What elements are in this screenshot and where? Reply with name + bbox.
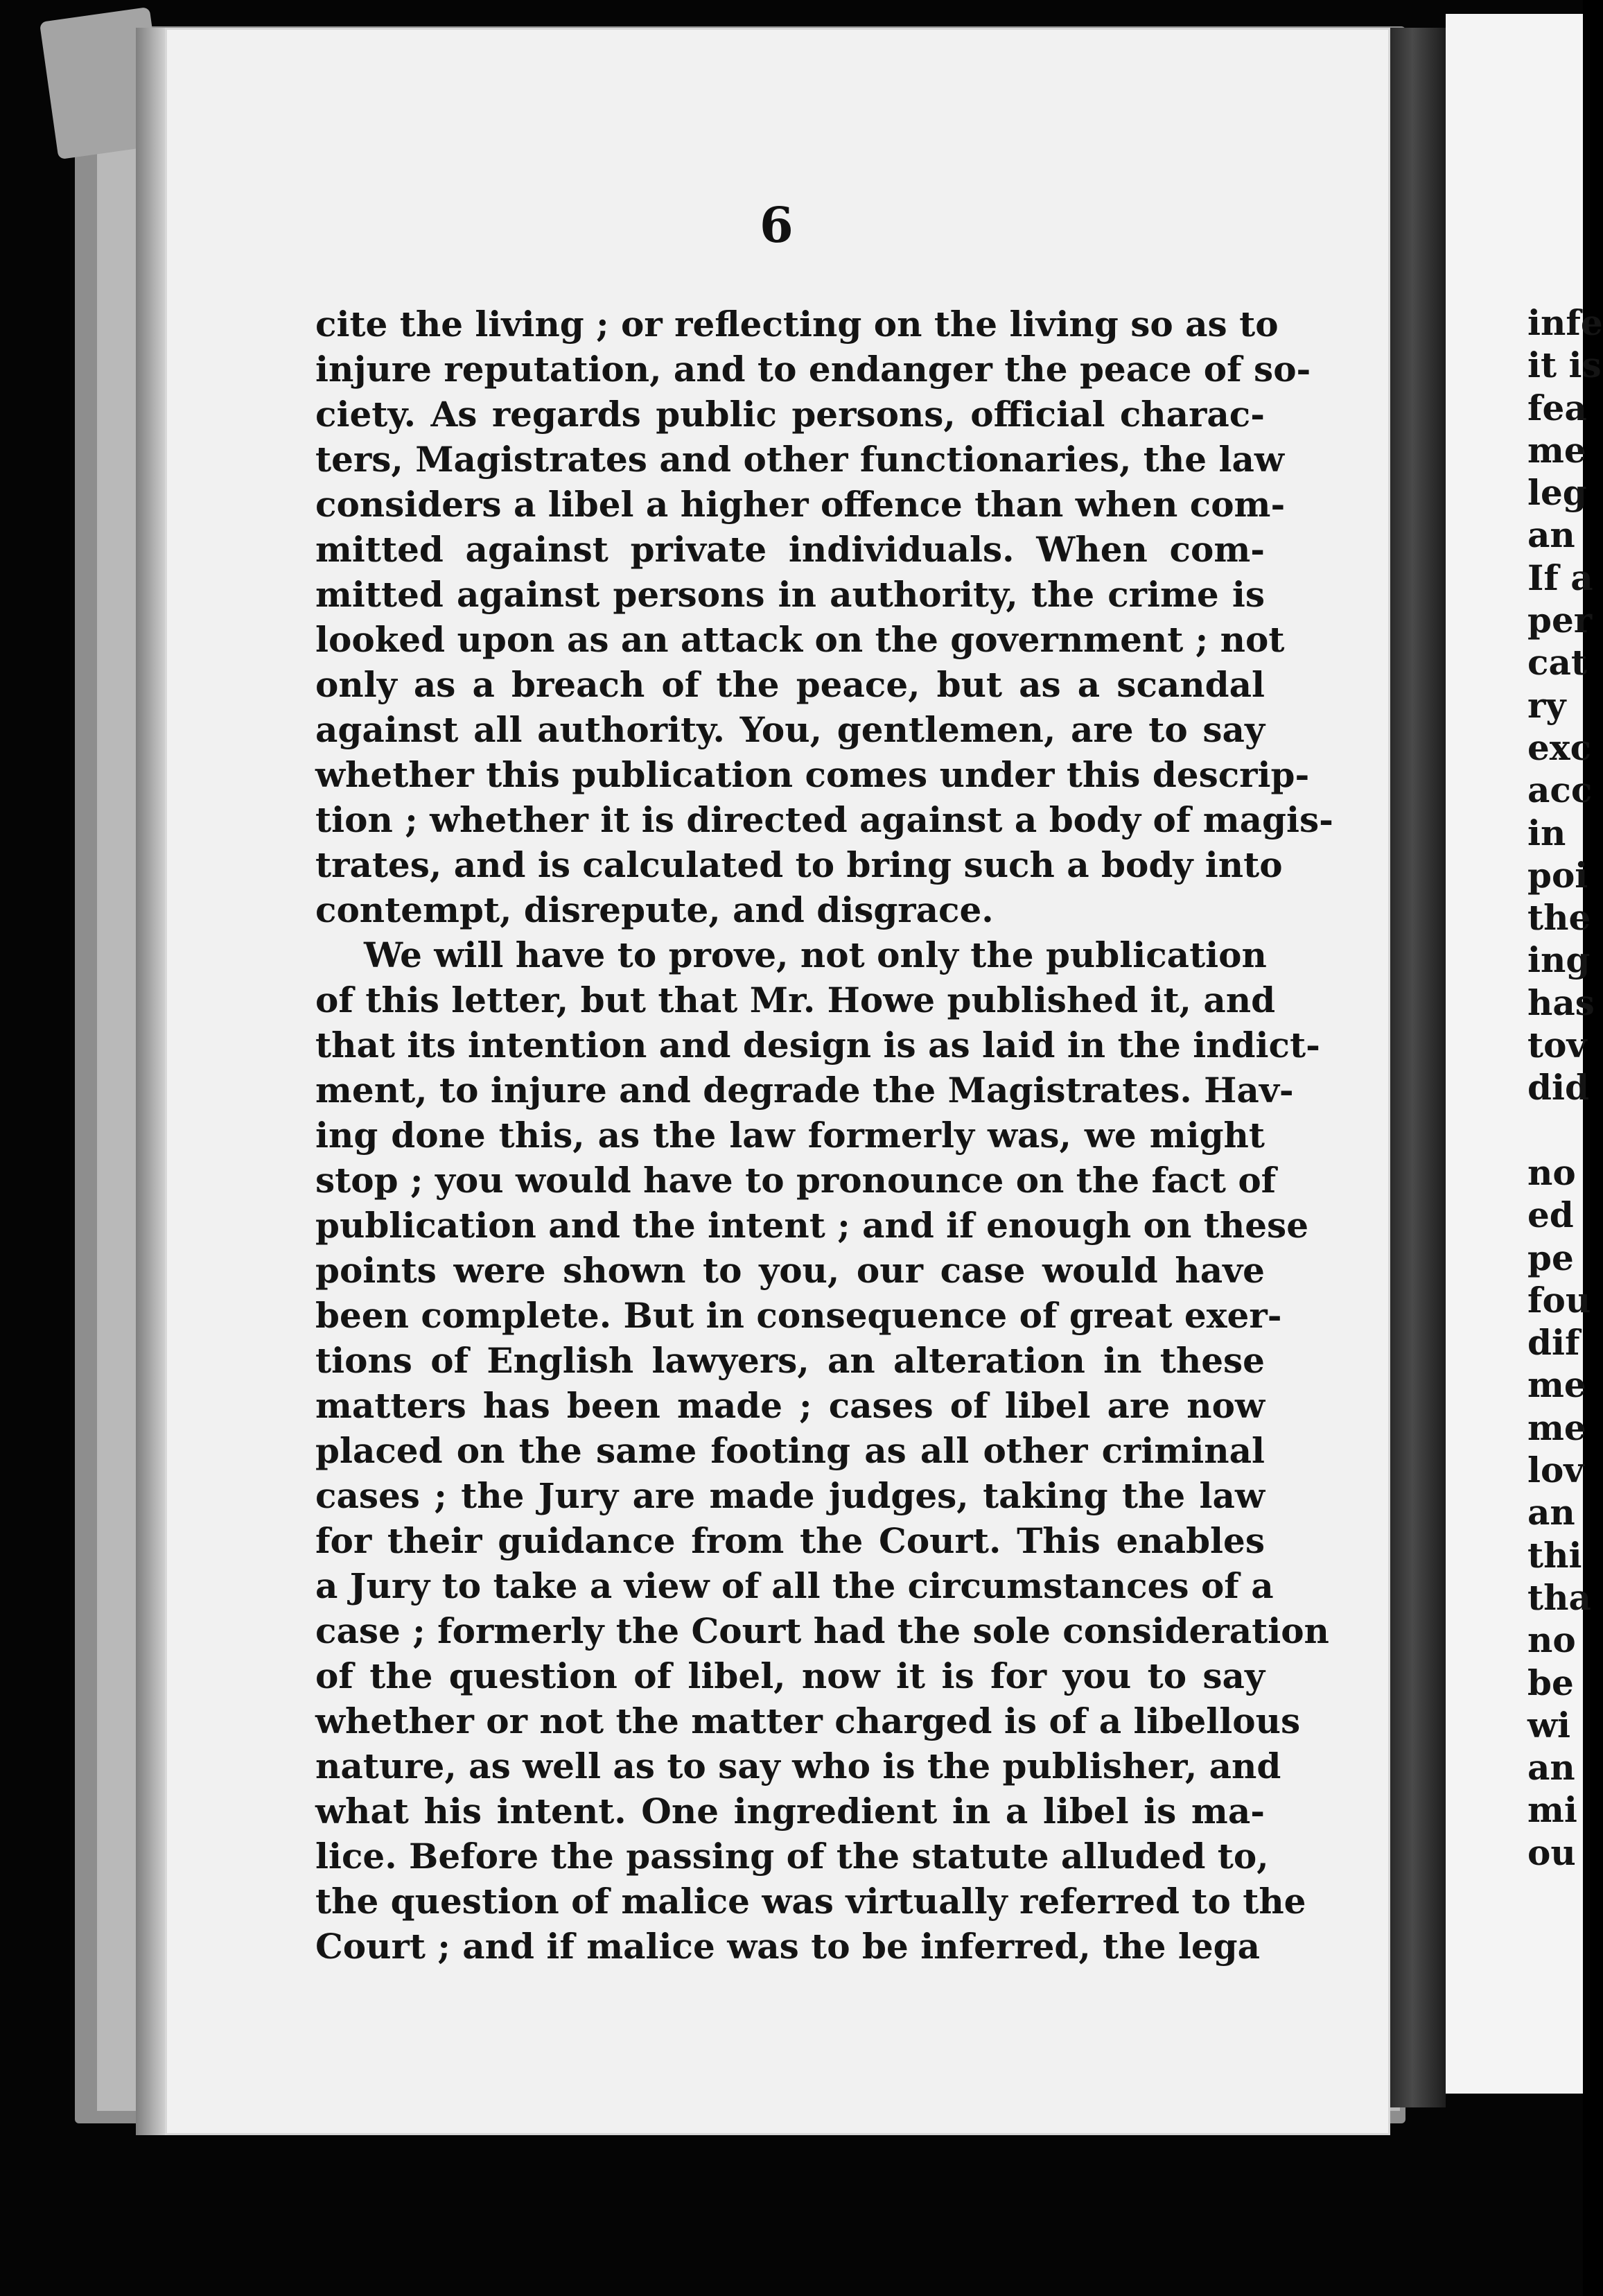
right-page-fragment: thi xyxy=(1527,1534,1582,1576)
right-page-fragment: tov xyxy=(1527,1025,1587,1066)
right-page-fragment: ou xyxy=(1527,1832,1576,1873)
text-line: the question of malice was virtually referred to the xyxy=(315,1881,1306,1922)
text-line: Court ; and if malice was to be inferred, the lega xyxy=(315,1926,1260,1967)
text-line: placed on the same footing as all other criminal xyxy=(315,1430,1265,1471)
text-line: ciety. As regards public persons, official charac- xyxy=(315,394,1265,435)
text-line: been complete. But in consequence of great exer- xyxy=(315,1295,1282,1336)
text-line: ing done this, as the law formerly was, we might xyxy=(315,1115,1265,1156)
right-page-fragment: did xyxy=(1527,1067,1589,1108)
right-page-fragment: If a xyxy=(1527,557,1593,598)
right-page-fragment: me xyxy=(1527,1364,1586,1406)
text-line: only as a breach of the peace, but as a scandal xyxy=(315,664,1265,705)
right-page-fragment: leg xyxy=(1527,472,1587,514)
text-line: trates, and is calculated to bring such a body into xyxy=(315,844,1283,885)
text-line: ment, to injure and degrade the Magistrates. Hav- xyxy=(315,1070,1294,1111)
text-line: contempt, disrepute, and disgrace. xyxy=(315,889,994,930)
right-page-fragment: mi xyxy=(1527,1789,1577,1831)
right-page-fragment: the xyxy=(1527,897,1591,939)
right-page-fragment: fou xyxy=(1527,1279,1591,1321)
text-line: mitted against persons in authority, the crime is xyxy=(315,574,1265,615)
right-page-fragment: per xyxy=(1527,600,1593,641)
text-line: mitted against private individuals. When com- xyxy=(315,529,1265,570)
left-page-edge-shadow xyxy=(136,28,165,2135)
text-line: a Jury to take a view of all the circumstances of a xyxy=(315,1565,1274,1606)
right-page-fragment: wi xyxy=(1527,1704,1571,1746)
text-line: stop ; you would have to pronounce on the fact of xyxy=(315,1160,1277,1201)
text-line: against all authority. You, gentlemen, are to say xyxy=(315,709,1265,750)
text-line: lice. Before the passing of the statute alluded to, xyxy=(315,1836,1269,1877)
text-line: whether or not the matter charged is of a libellous xyxy=(315,1701,1301,1741)
body-text xyxy=(315,302,1333,1969)
right-page-fragment: pe xyxy=(1527,1237,1574,1278)
right-page-fragment xyxy=(1527,1109,1603,1151)
text-line: whether this publication comes under this descrip- xyxy=(315,754,1310,795)
text-line: publication and the intent ; and if enough on these xyxy=(315,1205,1309,1246)
text-line: cases ; the Jury are made judges, taking the law xyxy=(315,1475,1265,1516)
text-line: nature, as well as to say who is the publisher, and xyxy=(315,1746,1281,1786)
right-page-fragment: has xyxy=(1527,982,1595,1023)
right-page-fragment: it is xyxy=(1527,345,1602,386)
text-line: tion ; whether it is directed against a body of magis- xyxy=(315,799,1333,840)
text-line: of the question of libel, now it is for you to say xyxy=(315,1655,1265,1696)
right-page-fragment: cat xyxy=(1527,642,1587,684)
right-page-fragment: poi xyxy=(1527,854,1588,896)
right-page-fragment: ing xyxy=(1527,939,1591,981)
right-page-fragment: infe xyxy=(1527,302,1603,343)
right-page-fragment: an xyxy=(1527,514,1575,556)
right-page-text-fragments xyxy=(1527,302,1603,1874)
text-line: We will have to prove, not only the publication xyxy=(364,934,1267,975)
right-page-fragment: exc xyxy=(1527,727,1592,768)
right-page-fragment: me xyxy=(1527,1407,1586,1448)
text-line: for their guidance from the Court. This enables xyxy=(315,1520,1265,1561)
right-page-fragment: me xyxy=(1527,429,1586,471)
right-page-fragment: be xyxy=(1527,1662,1574,1703)
text-line: of this letter, but that Mr. Howe published it, and xyxy=(315,980,1276,1020)
text-line: cite the living ; or reflecting on the living so as to xyxy=(315,304,1279,345)
right-page-fragment: an xyxy=(1527,1492,1575,1533)
right-page-fragment: no xyxy=(1527,1151,1576,1193)
right-page-fragment: fea xyxy=(1527,387,1587,428)
page-number: 6 xyxy=(760,196,794,254)
right-page-fragment: dif xyxy=(1527,1322,1580,1364)
text-line: what his intent. One ingredient in a libel is ma- xyxy=(315,1791,1265,1832)
text-line: injure reputation, and to endanger the peace of so- xyxy=(315,349,1311,390)
right-page-fragment: ed xyxy=(1527,1194,1574,1236)
right-page-fragment: no xyxy=(1527,1619,1576,1661)
right-page-fragment: an xyxy=(1527,1747,1575,1789)
right-page-fragment: lov xyxy=(1527,1450,1584,1491)
right-page-fragment: tha xyxy=(1527,1576,1591,1618)
right-page-fragment: in xyxy=(1527,812,1566,853)
text-line: looked upon as an attack on the government ; not xyxy=(315,619,1285,660)
text-line: case ; formerly the Court had the sole consideration xyxy=(315,1610,1329,1651)
text-line: points were shown to you, our case would have xyxy=(315,1250,1265,1291)
text-line: ters, Magistrates and other functionaries, the law xyxy=(315,439,1284,480)
book-gutter xyxy=(1390,28,1446,2107)
text-line: matters has been made ; cases of libel are now xyxy=(315,1385,1265,1426)
text-line: that its intention and design is as laid in the indict- xyxy=(315,1025,1320,1066)
text-line: considers a libel a higher offence than when com- xyxy=(315,484,1286,525)
right-page-fragment: acc xyxy=(1527,769,1593,811)
text-line: tions of English lawyers, an alteration in these xyxy=(315,1340,1265,1381)
right-page-fragment: ry xyxy=(1527,684,1566,726)
